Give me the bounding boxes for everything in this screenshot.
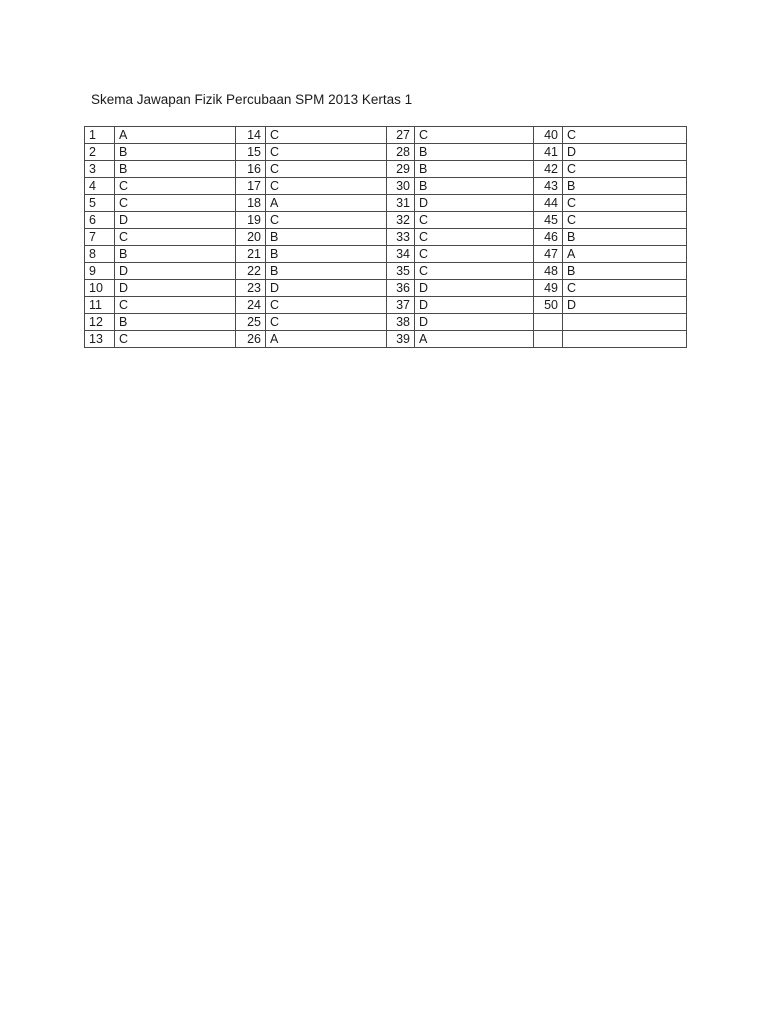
answer-cell: C <box>115 178 236 195</box>
answer-table <box>84 126 687 348</box>
answer-cell: C <box>415 127 534 144</box>
question-number-cell: 46 <box>534 229 563 246</box>
table-row <box>85 246 687 263</box>
answer-cell: B <box>266 229 387 246</box>
answer-cell: D <box>563 144 687 161</box>
answer-cell: C <box>415 263 534 280</box>
table-row <box>85 161 687 178</box>
answer-cell <box>563 314 687 331</box>
answer-cell: B <box>115 246 236 263</box>
answer-cell: C <box>563 280 687 297</box>
answer-cell: C <box>115 195 236 212</box>
answer-cell: C <box>266 314 387 331</box>
question-number-cell: 22 <box>236 263 266 280</box>
table-row <box>85 263 687 280</box>
answer-cell: D <box>415 195 534 212</box>
question-number-cell: 6 <box>85 212 115 229</box>
question-number-cell: 3 <box>85 161 115 178</box>
answer-cell: C <box>266 178 387 195</box>
question-number-cell: 35 <box>387 263 415 280</box>
answer-cell: C <box>563 195 687 212</box>
answer-cell: C <box>563 161 687 178</box>
answer-cell <box>563 331 687 348</box>
answer-cell: C <box>115 331 236 348</box>
answer-cell: B <box>115 144 236 161</box>
answer-cell: D <box>415 297 534 314</box>
table-row <box>85 195 687 212</box>
answer-cell: B <box>266 246 387 263</box>
answer-cell: D <box>115 212 236 229</box>
question-number-cell: 32 <box>387 212 415 229</box>
question-number-cell: 7 <box>85 229 115 246</box>
question-number-cell: 31 <box>387 195 415 212</box>
question-number-cell: 49 <box>534 280 563 297</box>
answer-cell: C <box>266 297 387 314</box>
table-row <box>85 280 687 297</box>
answer-cell: D <box>415 314 534 331</box>
answer-cell: C <box>563 127 687 144</box>
question-number-cell: 33 <box>387 229 415 246</box>
answer-cell: B <box>415 144 534 161</box>
question-number-cell: 36 <box>387 280 415 297</box>
question-number-cell: 9 <box>85 263 115 280</box>
question-number-cell: 50 <box>534 297 563 314</box>
question-number-cell: 30 <box>387 178 415 195</box>
table-row <box>85 297 687 314</box>
answer-cell: A <box>415 331 534 348</box>
answer-cell: C <box>115 229 236 246</box>
answer-cell: B <box>563 263 687 280</box>
question-number-cell: 37 <box>387 297 415 314</box>
question-number-cell: 19 <box>236 212 266 229</box>
answer-cell: C <box>115 297 236 314</box>
question-number-cell: 20 <box>236 229 266 246</box>
answer-cell: B <box>563 178 687 195</box>
answer-cell: A <box>266 195 387 212</box>
answer-cell: A <box>115 127 236 144</box>
table-row <box>85 178 687 195</box>
answer-cell: C <box>266 144 387 161</box>
question-number-cell <box>534 331 563 348</box>
question-number-cell: 13 <box>85 331 115 348</box>
table-row <box>85 229 687 246</box>
question-number-cell: 17 <box>236 178 266 195</box>
answer-cell: D <box>563 297 687 314</box>
table-row <box>85 331 687 348</box>
question-number-cell: 21 <box>236 246 266 263</box>
question-number-cell: 34 <box>387 246 415 263</box>
question-number-cell: 10 <box>85 280 115 297</box>
answer-cell: B <box>115 161 236 178</box>
question-number-cell: 25 <box>236 314 266 331</box>
page-title: Skema Jawapan Fizik Percubaan SPM 2013 Kertas 1 <box>91 92 413 107</box>
question-number-cell: 2 <box>85 144 115 161</box>
question-number-cell: 5 <box>85 195 115 212</box>
answer-cell: D <box>115 280 236 297</box>
answer-table-body <box>85 127 687 348</box>
question-number-cell: 45 <box>534 212 563 229</box>
answer-cell: B <box>415 161 534 178</box>
question-number-cell: 23 <box>236 280 266 297</box>
answer-cell: C <box>563 212 687 229</box>
question-number-cell: 42 <box>534 161 563 178</box>
question-number-cell: 39 <box>387 331 415 348</box>
question-number-cell <box>534 314 563 331</box>
question-number-cell: 48 <box>534 263 563 280</box>
question-number-cell: 44 <box>534 195 563 212</box>
answer-cell: C <box>266 212 387 229</box>
answer-cell: B <box>266 263 387 280</box>
answer-cell: D <box>415 280 534 297</box>
table-row <box>85 127 687 144</box>
question-number-cell: 27 <box>387 127 415 144</box>
question-number-cell: 47 <box>534 246 563 263</box>
question-number-cell: 40 <box>534 127 563 144</box>
question-number-cell: 1 <box>85 127 115 144</box>
answer-cell: B <box>415 178 534 195</box>
answer-cell: A <box>563 246 687 263</box>
answer-cell: C <box>415 212 534 229</box>
question-number-cell: 16 <box>236 161 266 178</box>
table-row <box>85 144 687 161</box>
answer-cell: A <box>266 331 387 348</box>
question-number-cell: 29 <box>387 161 415 178</box>
question-number-cell: 38 <box>387 314 415 331</box>
question-number-cell: 41 <box>534 144 563 161</box>
answer-cell: C <box>266 161 387 178</box>
question-number-cell: 43 <box>534 178 563 195</box>
answer-cell: D <box>266 280 387 297</box>
question-number-cell: 14 <box>236 127 266 144</box>
answer-cell: B <box>563 229 687 246</box>
answer-cell: C <box>415 246 534 263</box>
question-number-cell: 12 <box>85 314 115 331</box>
question-number-cell: 18 <box>236 195 266 212</box>
question-number-cell: 28 <box>387 144 415 161</box>
answer-cell: B <box>115 314 236 331</box>
table-row <box>85 212 687 229</box>
question-number-cell: 15 <box>236 144 266 161</box>
table-row <box>85 314 687 331</box>
answer-cell: C <box>266 127 387 144</box>
question-number-cell: 8 <box>85 246 115 263</box>
question-number-cell: 24 <box>236 297 266 314</box>
question-number-cell: 11 <box>85 297 115 314</box>
question-number-cell: 4 <box>85 178 115 195</box>
answer-cell: C <box>415 229 534 246</box>
question-number-cell: 26 <box>236 331 266 348</box>
answer-cell: D <box>115 263 236 280</box>
